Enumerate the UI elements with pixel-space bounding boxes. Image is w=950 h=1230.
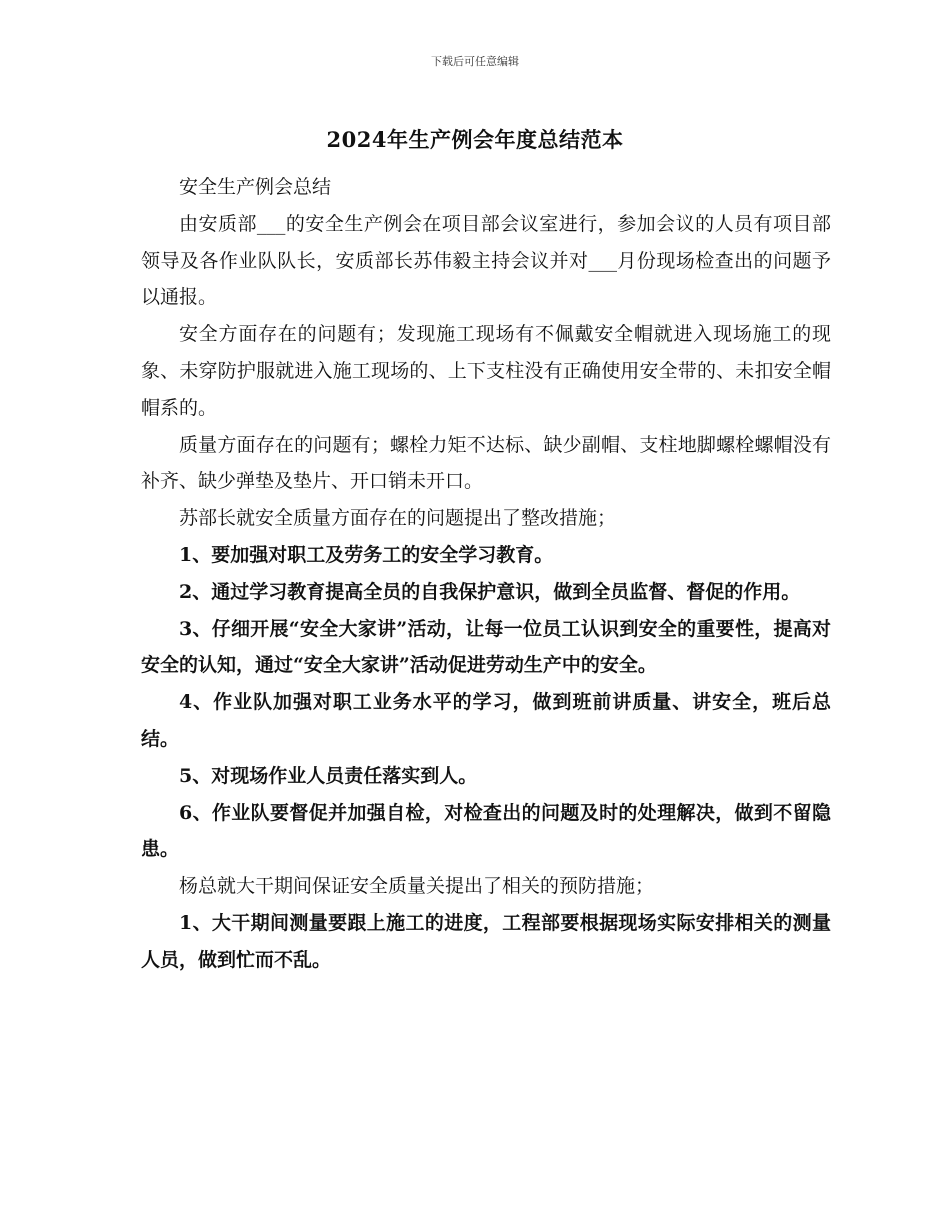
measure-item: 1、大干期间测量要跟上施工的进度，工程部要根据现场实际安排相关的测量人员，做到忙而不乱。 [141,911,831,971]
paragraph: 质量方面存在的问题有；螺栓力矩不达标、缺少副帽、支柱地脚螺栓螺帽没有补齐、缺少弹垫及垫片、开口销未开口。 [141,433,831,493]
paragraph: 苏部长就安全质量方面存在的问题提出了整改措施； [179,507,617,530]
measure-item: 4、作业队加强对职工业务水平的学习，做到班前讲质量、讲安全，班后总结。 [141,691,831,750]
page-header-note: 下载后可任意编辑 [431,55,519,68]
measure-item: 5、对现场作业人员责任落实到人。 [179,764,478,787]
measure-item: 2、通过学习教育提高全员的自我保护意识，做到全员监督、督促的作用。 [179,580,801,603]
paragraph: 安全生产例会总结 [179,176,332,198]
measure-item: 3、仔细开展“安全大家讲”活动，让每一位员工认识到安全的重要性，提高对安全的认知，通过“安全大家讲”活动促进劳动生产中的安全。 [141,617,831,677]
measure-item: 6、作业队要督促并加强自检，对检查出的问题及时的处理解决，做到不留隐患。 [141,801,831,861]
measure-item: 1、要加强对职工及劳务工的安全学习教育。 [179,543,554,566]
document-body [141,169,831,979]
paragraph: 安全方面存在的问题有；发现施工现场有不佩戴安全帽就进入现场施工的现象、未穿防护服就进入施工现场的、上下支柱没有正确使用安全带的、未扣安全帽帽系的。 [141,323,831,419]
paragraph: 由安质部___的安全生产例会在项目部会议室进行，参加会议的人员有项目部领导及各作业队队长，安质部长苏伟毅主持会议并对___月份现场检查出的问题予以通报。 [141,212,831,309]
document-title: 2024年生产例会年度总结范本 [326,127,624,152]
paragraph: 杨总就大干期间保证安全质量关提出了相关的预防措施； [179,875,655,898]
